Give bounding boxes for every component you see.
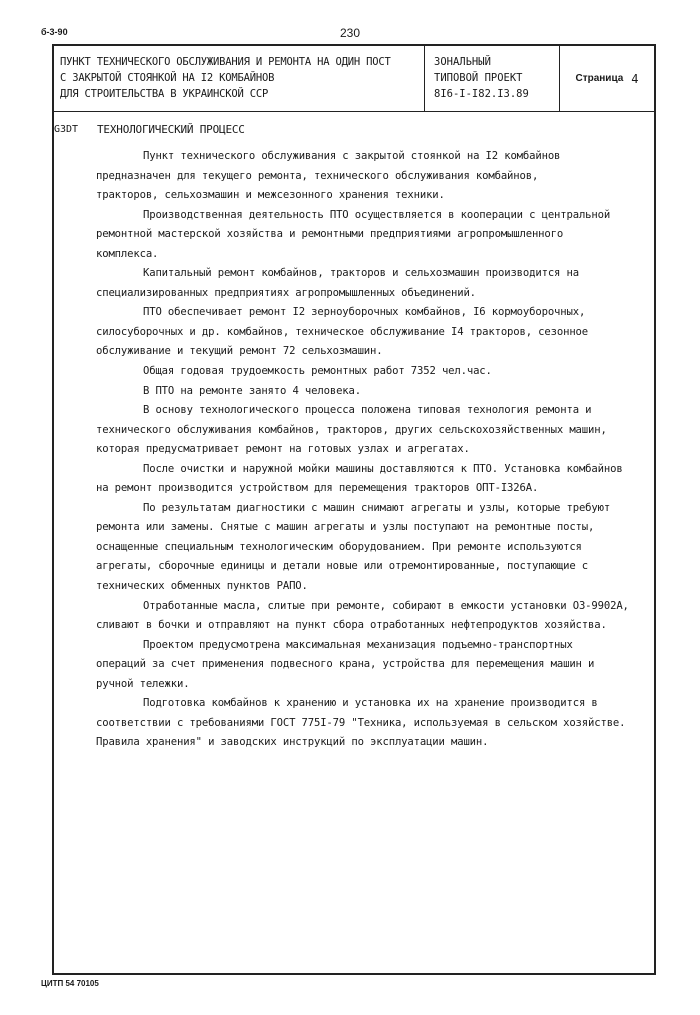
text-line: Пункт технического обслуживания с закрытой стоянкой на I2 комбайнов <box>143 150 561 162</box>
text-line: ПТО обеспечивает ремонт I2 зерноуборочных комбайнов, I6 кормоуборочных, <box>143 306 586 319</box>
footer-stamp: ЦИТП 54 70105 <box>41 979 99 988</box>
text-line: Правила хранения" и заводских инструкций по эксплуатации машин. <box>96 736 489 749</box>
text-line: Капитальный ремонт комбайнов, тракторов и сельхозмашин производится на <box>143 267 579 280</box>
page-label: Страница <box>575 73 624 84</box>
text-line: предназначен для текущего ремонта, технического обслуживания комбайнов, <box>96 169 539 182</box>
text-line: специализированных предприятиях агропромышленных объединений. <box>96 286 476 299</box>
text-line: операций за счет применения подвесного крана, устройства для перемещения машин и <box>96 658 595 671</box>
text-line: Подготовка комбайнов к хранению и установка их на хранение производится в <box>143 697 598 710</box>
text-line: В основу технологического процесса положена типовая технология ремонта и <box>143 404 592 417</box>
page-value: 4 <box>631 71 639 86</box>
document-code: б-3-90 <box>41 27 68 37</box>
text-line: В ПТО на ремонте занято 4 человека. <box>143 384 361 397</box>
sheet-page-cell <box>560 46 654 111</box>
text-line: соответствии с требованиями ГОСТ 775I-79 "Техника, используемая в сельском хозяйстве. <box>96 716 626 729</box>
project-designation <box>425 46 560 111</box>
project-line: ТИПОВОЙ ПРОЕКТ <box>434 72 523 84</box>
section-title: ТЕХНОЛОГИЧЕСКИЙ ПРОЦЕСС <box>97 123 245 136</box>
page-number: 230 <box>340 26 361 40</box>
text-line: обслуживание и текущий ремонт 72 сельхозмашин. <box>96 345 383 358</box>
text-line: ремонтной мастерской хозяйства и ремонтными предприятиями агропромышленного <box>96 228 564 241</box>
text-line: которая предусматривает ремонт на готовых узлах и агрегатах. <box>96 443 470 456</box>
section-code: G3DT <box>54 124 79 135</box>
text-line: ремонта или замены. Снятые с машин агрегаты и узлы поступают на ремонтные посты, <box>96 521 595 534</box>
text-line: сливают в бочки и отправляют на пункт сбора отработанных нефтепродуктов хозяйства. <box>96 619 607 632</box>
text-line: ручной тележки. <box>96 677 190 690</box>
title-line: ПУНКТ ТЕХНИЧЕСКОГО ОБСЛУЖИВАНИЯ И РЕМОНТА НА ОДИН ПОСТ <box>60 56 391 68</box>
text-line: на ремонт производится устройством для перемещения тракторов ОПТ-I326А. <box>96 482 539 495</box>
title-line: ДЛЯ СТРОИТЕЛЬСТВА В УКРАИНСКОЙ ССР <box>60 88 269 100</box>
text-line: тракторов, сельхозмашин и межсезонного хранения техники. <box>96 189 445 202</box>
text-line: оснащенные специальным технологическим оборудованием. При ремонте используются <box>96 540 582 553</box>
body-text <box>96 147 644 753</box>
project-line: ЗОНАЛЬНЫЙ <box>434 56 491 68</box>
text-line: агрегаты, сборочные единицы и детали новые или отремонтированные, поступающие с <box>96 560 589 573</box>
project-line: 8I6-I-I82.I3.89 <box>434 88 529 100</box>
text-line: После очистки и наружной мойки машины доставляются к ПТО. Установка комбайнов <box>143 462 623 475</box>
title-line: С ЗАКРЫТОЙ СТОЯНКОЙ НА I2 КОМБАЙНОВ <box>60 72 275 84</box>
project-title <box>54 46 425 111</box>
text-line: Отработанные масла, слитые при ремонте, собирают в емкости установки ОЗ-9902А, <box>143 599 629 612</box>
text-line: технических обменных пунктов РАПО. <box>96 580 308 593</box>
text-line: По результатам диагностики с машин снимают агрегаты и узлы, которые требуют <box>143 501 611 514</box>
text-line: Общая годовая трудоемкость ремонтных работ 7352 чел.час. <box>143 365 492 378</box>
text-line: технического обслуживания комбайнов, тракторов, других сельскохозяйственных машин, <box>96 423 607 436</box>
text-line: Производственная деятельность ПТО осуществляется в кооперации с центральной <box>143 208 611 221</box>
text-line: Проектом предусмотрена максимальная механизация подъемно-транспортных <box>143 638 573 651</box>
text-line: комплекса. <box>96 247 159 260</box>
title-block <box>54 46 654 112</box>
text-line: силосуборочных и др. комбайнов, техническое обслуживание I4 тракторов, сезонное <box>96 325 589 338</box>
